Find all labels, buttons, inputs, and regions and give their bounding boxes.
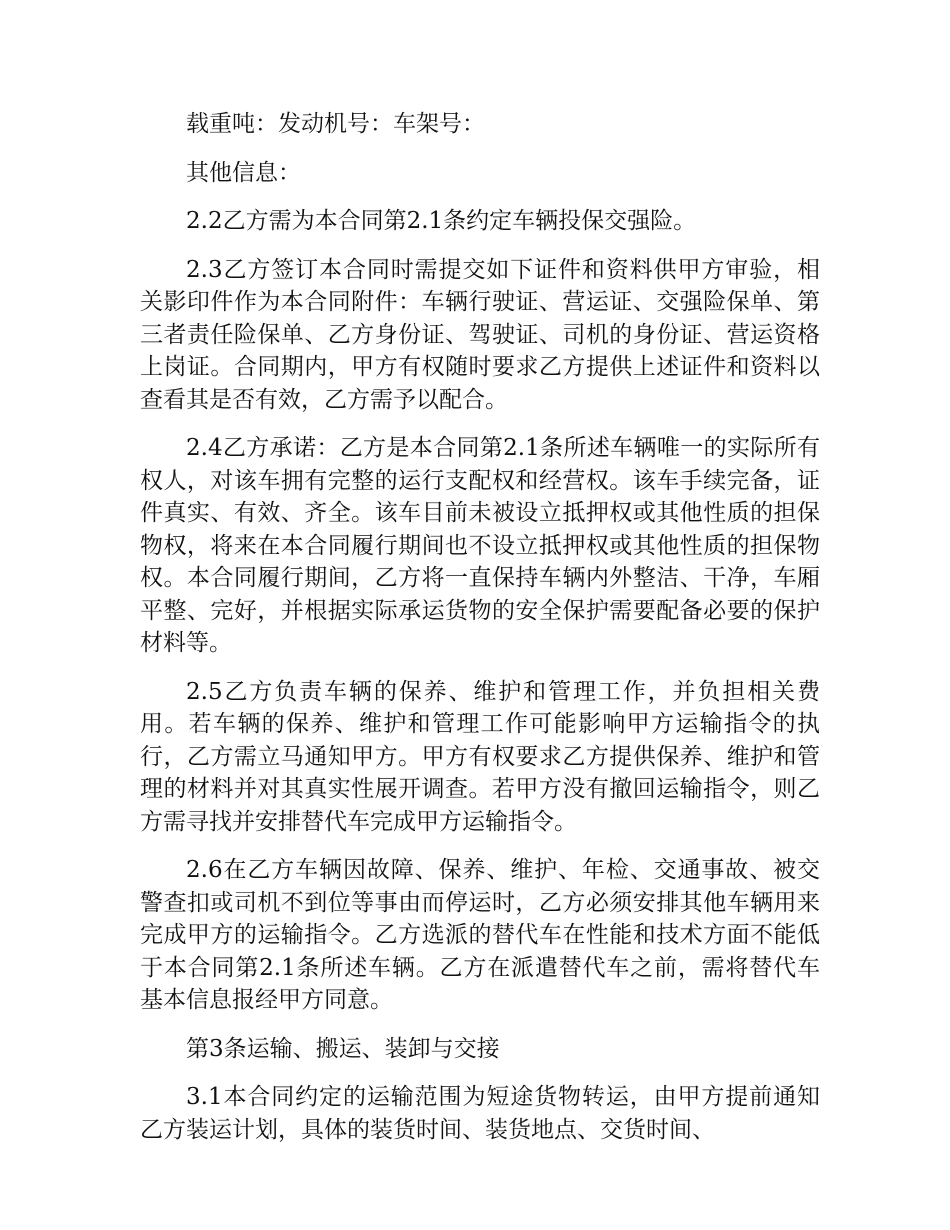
paragraph-clause-2-5: 2.5乙方负责车辆的保养、维护和管理工作，并负担相关费用。若车辆的保养、维护和管理工作可能影响甲方运输指令的执行，乙方需立马通知甲方。甲方有权要求乙方提供保养、维护和管理的材料并对其真实性展开调查。若甲方没有撤回运输指令，则乙方需寻找并安排替代车完成甲方运输指令。 — [140, 678, 820, 835]
paragraph-clause-2-3: 2.3乙方签订本合同时需提交如下证件和资料供甲方审验，相关影印件作为本合同附件：车辆行驶证、营运证、交强险保单、第三者责任险保单、乙方身份证、驾驶证、司机的身份证、营运资格上岗证。合同期内，甲方有权随时要求乙方提供上述证件和资料以查看其是否有效，乙方需予以配合。 — [140, 256, 820, 413]
paragraph-clause-2-2: 2.2乙方需为本合同第2.1条约定车辆投保交强险。 — [186, 208, 697, 234]
paragraph-clause-2-4: 2.4乙方承诺：乙方是本合同第2.1条所述车辆唯一的实际所有权人，对该车拥有完整的运行支配权和经营权。该车手续完备，证件真实、有效、齐全。该车目前未被设立抵押权或其他性质的担保物权，将来在本合同履行期间也不设立抵押权或其他性质的担保物权。本合同履行期间，乙方将一直保持车辆内外整洁、干净，车厢平整、完好，并根据实际承运货物的安全保护需要配备必要的保护材料等。 — [140, 435, 820, 656]
paragraph-clause-2-6: 2.6在乙方车辆因故障、保养、维护、年检、交通事故、被交警查扣或司机不到位等事由而停运时，乙方必须安排其他车辆用来完成甲方的运输指令。乙方选派的替代车在性能和技术方面不能低于本合同第2.1条所述车辆。乙方在派遣替代车之前，需将替代车基本信息报经甲方同意。 — [140, 857, 820, 1013]
paragraph-vehicle-ids: 载重吨：发动机号：车架号： — [186, 111, 485, 137]
paragraph-other-info: 其他信息： — [186, 159, 301, 186]
document-body — [140, 108, 820, 1162]
section-heading-article-3: 第3条运输、搬运、装卸与交接 — [186, 1035, 500, 1062]
paragraph-clause-3-1: 3.1本合同约定的运输范围为短途货物转运，由甲方提前通知乙方装运计划，具体的装货时间、装货地点、交货时间、 — [140, 1084, 820, 1143]
